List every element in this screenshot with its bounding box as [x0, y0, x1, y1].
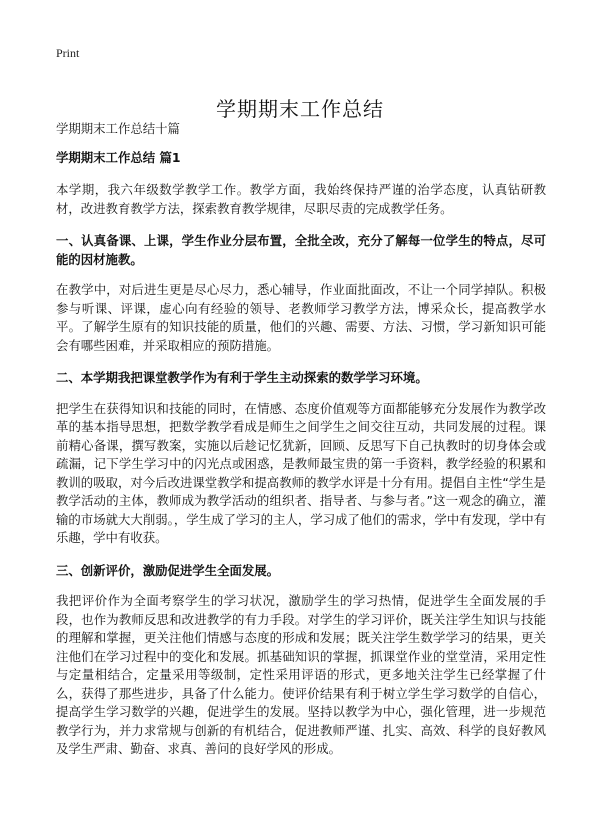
section-body-3: 我把评价作为全面考察学生的学习状况，激励学生的学习热情，促进学生全面发展的手段，也作为教师反思和改进教学的有力手段。对学生的学习评价，既关注学生知识与技能的理解和掌握，更关注他们情感与态度的形成和发展；既关注学生数学学习的结果，更关注他们在学习过程中的变化和发展。抓基础知识的掌握，抓课堂作业的堂堂清，采用定性与定量相结合，定量采用等级制，定性采用评语的形式，更多地关注学生已经掌握了什么，获得了那些进步，具备了什么能力。使评价结果有利于树立学生学习数学的自信心，提高学生学习数学的兴趣，促进学生的发展。坚持以教学为中心，强化管理，进一步规范教学行为，并力求常规与创新的有机结合，促进教师严谨、扎实、高效、科学的良好教风及学生严肃、勤奋、求真、善问的良好学风的形成。: [56, 593, 546, 756]
section-heading-2: 二、本学期我把课堂教学作为有利于学生主动探索的数学学习环境。: [56, 370, 428, 385]
document-body: [56, 120, 546, 773]
page-title: 学期期末工作总结: [216, 97, 384, 122]
print-link[interactable]: Print: [56, 46, 80, 60]
section-body-2: 把学生在获得知识和技能的同时，在情感、态度价值观等方面都能够充分发展作为教学改革的基本指导思想，把数学教学看成是师生之间学生之间交往互动，共同发展的过程。课前精心备课，撰写教案，实施以后趁记忆犹新，回顾、反思写下自己执教时的切身体会或疏漏，记下学生学习中的闪光点或困惑，是教师最宝贵的第一手资料，教学经验的积累和教训的吸取，对今后改进课堂教学和提高教师的教学水评是十分有用。提倡自主性“学生是教学活动的主体，教师成为教学活动的组织者、指导者、与参与者。”这一观念的确立，灌输的市场就大大削弱。，学生成了学习的主人，学习成了他们的需求，学中有发现，学中有乐趣，学中有收获。: [56, 400, 546, 545]
section-heading-3: 三、创新评价，激励促进学生全面发展。: [56, 562, 280, 578]
intro-paragraph: 本学期，我六年级数学教学工作。教学方面，我始终保持严谨的治学态度，认真钻研教材，改进教育教学方法，探索教育教学规律，尽职尽责的完成教学任务。: [56, 182, 546, 216]
section-body-1: 在教学中，对后进生更是尽心尽力，悉心辅导，作业面批面改，不让一个同学掉队。积极参与听课、评课，虚心向有经验的领导、老教师学习教学方法，博采众长，提高教学水平。了解学生原有的知识技能的质量，他们的兴趣、需要、方法、习惯，学习新知识可能会有哪些困难，并采取相应的预防措施。: [56, 282, 546, 353]
document-subtitle: 学期期末工作总结十篇: [56, 121, 180, 136]
article-heading: 学期期末工作总结 篇1: [56, 149, 181, 165]
section-heading-1: 一、认真备课、上课，学生作业分层布置，全批全改，充分了解每一位学生的特点，尽可能的因材施教。: [56, 233, 546, 267]
